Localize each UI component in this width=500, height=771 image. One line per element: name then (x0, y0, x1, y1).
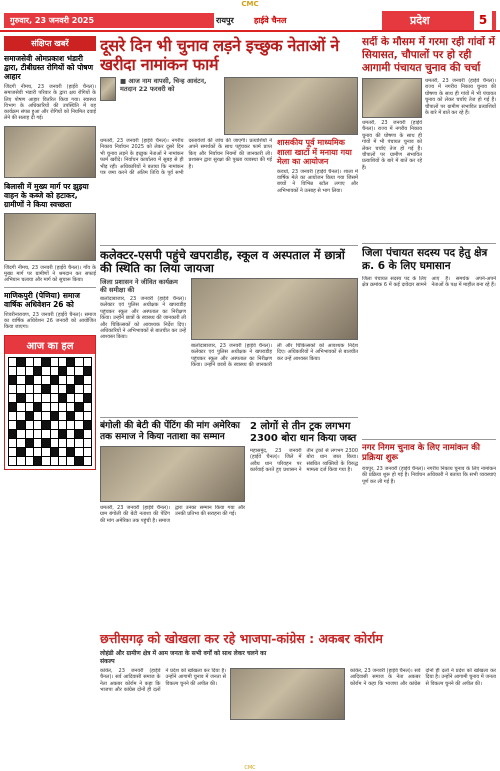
left-column (4, 36, 96, 766)
bottom-subhead: लोहंडी और ग्रामीण क्षेत्र में आम जनता के सभी वर्गों को साथ लेकर चलने का संकल्प (100, 650, 267, 665)
bottom-text-cont: कांकेर, 23 जनवरी (हाईवे चैनल)। सर्व आदिवासी समाज के नेता अकबर कोर्राम ने कहा कि भाजपा और कांग्रेस दोनों ही दलों ने प्रदेश को खोखला कर दिया है। उन्होंने आगामी चुनाव में जनता से विकल्प चुनने की अपील की। (350, 668, 496, 687)
bottom-headline: छत्तीसगढ़ को खोखला कर रहे भाजपा-कांग्रेस : अकबर कोर्राम (100, 631, 383, 646)
story-4-headline: 2 लोगों से तीन ट्रक लगभग 2300 बोरा धान किया जब्त (250, 421, 357, 444)
right-text-2: जिला पंचायत सदस्य पद के लिए क्षेत्र क्रमांक 6 में कई दावेदार सामने आए हैं। समर्थक अपने-अपने नेताओं के पक्ष में माहौल बना रहे हैं। (362, 276, 496, 289)
bottom-text: कांकेर, 23 जनवरी (हाईवे चैनल)। सर्व आदिवासी समाज के नेता अकबर कोर्राम ने कहा कि भाजपा और कांग्रेस दोनों ही दलों ने प्रदेश को खोखला कर दिया है। उन्होंने आगामी चुनाव में जनता से विकल्प चुनने की अपील की। (100, 668, 226, 694)
right-headline-1: सर्दी के मौसम में गरमा रही गांवों में सियासत, चौपालों पर हो रही आगामी पंचायत चुनाव की चर्चा (362, 36, 495, 74)
divider (4, 287, 96, 288)
brief-1-text: जिंदगी नीमच, 23 जनवरी (हाईवे चैनल)। समाजसेवी भंडारी परिवार के द्वारा क्षय रोगियों के लिए पोषण आहार वितरित किया गया। स्वास्थ्य विभाग के अधिकारियों की उपस्थिति में यह कार्यक्रम संपन्न हुआ और रोगियों को नियमित दवाई लेने की सलाह दी गई। (4, 84, 96, 122)
brief-1-headline: समाजसेवी ओमप्रकाश भंडारी द्वारा, टीबीग्रस्त रोगियों को पोषण आहार (4, 54, 94, 81)
page-number: 5 (474, 11, 492, 30)
page-header (0, 9, 500, 32)
main-story-text: धमतरी, 23 जनवरी (हाईवे चैनल)। नगरीय निकाय निर्वाचन 2025 को लेकर दूसरे दिन भी चुनाव लड़ने के इच्छुक नेताओं ने नामांकन फार्म खरीदे। निर्वाचन कार्यालय में सुबह से ही भीड़ रही। अधिकारियों ने बताया कि नामांकन पत्र जमा करने की अंतिम तिथि के पूर्व सभी दस्तावेजों की जांच की जाएगी। प्रत्याशियों ने अपने समर्थकों के साथ पहुंचकर फार्म प्राप्त किए और निर्वाचन नियमों की जानकारी ली। प्रशासन द्वारा सुरक्षा की पुख्ता व्यवस्था की गई है। (100, 138, 272, 177)
brief-photo (4, 126, 96, 178)
story-2-text: बालोदाबाजार, 23 जनवरी (हाईवे चैनल)। कलेक्टर एवं पुलिस अधीक्षक ने खपराडीह पहुंचकर स्कूल और अस्पताल का निरीक्षण किया। उन्होंने छात्रों के स्वास्थ्य की जानकारी ली और चिकित्सकों को आवश्यक निर्देश दिए। अधिकारियों ने अभिभावकों से बातचीत कर उन्हें आश्वस्त किया। (100, 296, 186, 341)
right-headline-3: नगर निगम चुनाव के लिए नामांकन की प्रक्रिया शुरू (362, 443, 480, 463)
puzzle-title: आज का हल (5, 336, 95, 354)
story-2-headline: कलेक्टर-एसपी पहुंचे खपराडीह, स्कूल व अस्पताल में छात्रों की स्थिति का लिया जायजा (100, 248, 345, 275)
bottom-photo (230, 668, 345, 720)
right-text-1: धमतरी, 23 जनवरी (हाईवे चैनल)। राज्य में नगरीय निकाय चुनाव की घोषणा के साथ ही गांवों में भी पंचायत चुनाव को लेकर चर्चाएं तेज हो गई हैं। चौपालों पर ग्रामीण संभावित प्रत्याशियों के बारे में बातें कर रहे हैं। (362, 120, 422, 171)
story-2-subhead: जिला प्रशासन ने जीवित कार्यक्रम की समीक्षा की (100, 278, 178, 294)
right-text-1b: धमतरी, 23 जनवरी (हाईवे चैनल)। राज्य में नगरीय निकाय चुनाव की घोषणा के साथ ही गांवों में भी पंचायत चुनाव को लेकर चर्चाएं तेज हो गई हैं। चौपालों पर ग्रामीण संभावित प्रत्याशियों के बारे में बातें कर रहे हैं। (425, 78, 496, 117)
story-2-photo (191, 278, 358, 340)
right-photo (362, 78, 422, 118)
brief-2-headline: बिलासी में मुख्य मार्ग पर झुइया वाहन के कब्जे को हटाकर, ग्रामीणों ने किया स्वच्छता (4, 181, 89, 209)
right-text-3: रायपुर, 23 जनवरी (हाईवे चैनल)। नगरीय निकाय चुनाव के लिए नामांकन की प्रक्रिया शुरू हो गई है। निर्वाचन अधिकारी ने बताया कि सभी व्यवस्थाएं पूर्ण कर ली गई हैं। (362, 466, 496, 485)
brief-3-text: शिवरीनारायण, 23 जनवरी (हाईवे चैनल)। समाज का वार्षिक अधिवेशन 26 जनवरी को आयोजित किया जाएगा। (4, 311, 96, 331)
story-2-text-cont: बालोदाबाजार, 23 जनवरी (हाईवे चैनल)। कलेक्टर एवं पुलिस अधीक्षक ने खपराडीह पहुंचकर स्कूल और अस्पताल का निरीक्षण किया। उन्होंने छात्रों के स्वास्थ्य की जानकारी ली और चिकित्सकों को आवश्यक निर्देश दिए। अधिकारियों ने अभिभावकों से बातचीत कर उन्हें आश्वस्त किया। (191, 343, 358, 369)
issue-date: गुरुवार, 23 जनवरी 2025 (4, 13, 214, 28)
side-story-text: कवर्धा, 23 जनवरी (हाईवे चैनल)। शाला में वार्षिक मेले का आयोजन किया गया जिसमें बच्चों ने विभिन्न स्टॉल लगाए और अभिभावकों ने उत्साह से भाग लिया। (277, 168, 358, 194)
main-subhead: ■ आज नाम वापसी, चिन्ह आवंटन, मतदान 22 फरवरी को (120, 77, 207, 93)
divider (362, 439, 496, 440)
story-3-text: धमतरी, 23 जनवरी (हाईवे चैनल)। ग्राम बंगोली की बेटी नताशा की पेंटिंग की मांग अमेरिका तक पहुंची है। समाज द्वारा उनका सम्मान किया गया और उनकी प्रतिभा की सराहना की गई। (100, 505, 245, 524)
side-story-headline: शासकीय पूर्व माध्यमिक शाला खाटों में मनाया गया मेला का आयोजन (277, 138, 352, 166)
divider (100, 417, 358, 418)
puzzle-box (4, 335, 96, 470)
paper-name: हाईवे चैनल (254, 16, 287, 25)
story-3-headline: बंगोली की बेटी की पेंटिंग की मांग अमेरिका तक समाज ने किया नताशा का सम्मान (100, 421, 240, 442)
right-column (362, 36, 496, 766)
briefs-title: संक्षिप्त खबरें (4, 36, 96, 51)
divider (362, 243, 496, 244)
brand-mark: CMC (241, 0, 259, 8)
crossword-grid (8, 357, 92, 466)
main-story-photo (224, 77, 358, 135)
story-4-text: महासमुंद, 23 जनवरी (हाईवे चैनल)। जिले में अवैध धान परिवहन पर कार्रवाई करते हुए प्रशासन ने तीन ट्रकों से लगभग 2300 बोरा धान जब्त किया। संबंधित व्यक्तियों के विरुद्ध मामला दर्ज किया गया है। (250, 448, 358, 474)
brief-2-photo (4, 213, 96, 261)
section-label: प्रदेश (382, 11, 496, 30)
divider (100, 245, 358, 246)
city-name: रायपुर (216, 16, 234, 25)
footer-brand: CMC (244, 765, 256, 771)
brief-3-headline: माणिकपुरी (पेणिया) समाज वार्षिक अधिवेशन 26 को (4, 290, 80, 309)
story-3-photo (100, 446, 245, 502)
mugshot (100, 77, 116, 101)
right-headline-2: जिला पंचायत सदस्य पद हेतु क्षेत्र क्र. 6 के लिए घमासान (362, 247, 488, 272)
main-headline: दूसरे दिन भी चुनाव लड़ने इच्छुक नेताओं ने खरीदा नामांकन फार्म (100, 36, 339, 74)
brief-2-text: जिंदगी नीमच, 23 जनवरी (हाईवे चैनल)। गाँव के मुख्य मार्ग पर ग्रामीणों ने श्रमदान कर सफाई अभियान चलाया और मार्ग को सुचारू किया। (4, 264, 96, 284)
